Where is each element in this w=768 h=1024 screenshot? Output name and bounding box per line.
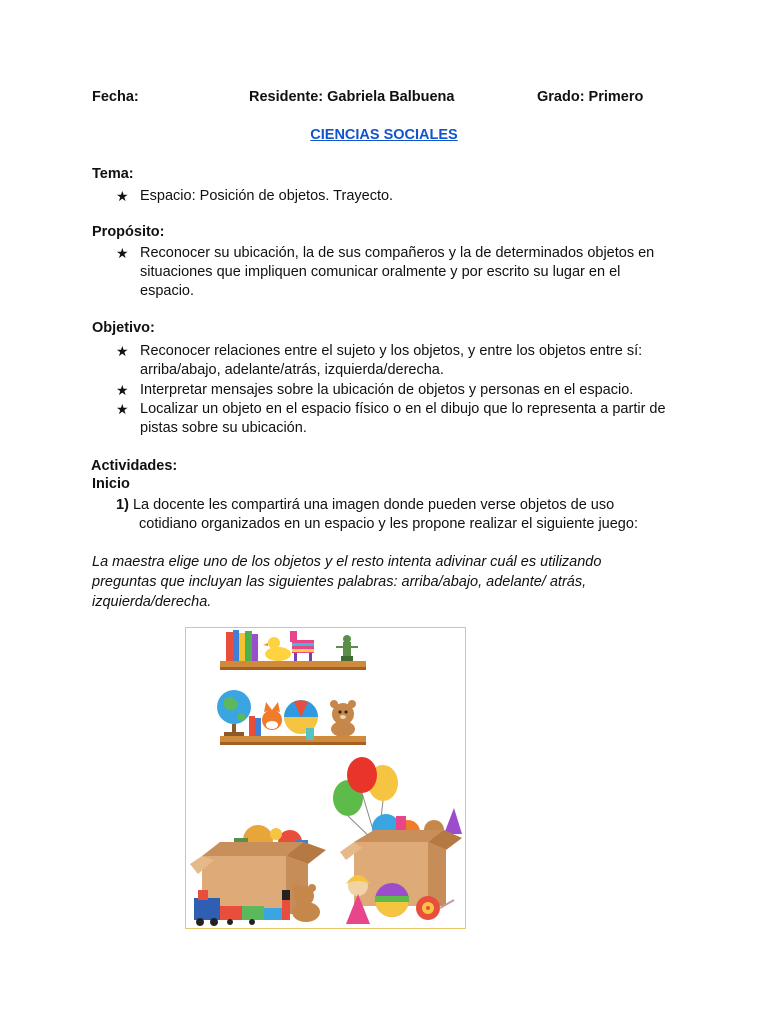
step-text-line1: La docente les compartirá una imagen donde pueden verse objetos de uso [132, 497, 615, 513]
star-icon: ★ [116, 188, 129, 204]
star-icon: ★ [116, 382, 129, 398]
objetivo-item-3: ★ Localizar un objeto en el espacio físico o en el dibujo que lo representa a partir de pistas sobre su ubicación. [116, 401, 666, 436]
tema-heading: Tema: [92, 166, 134, 182]
toys-illustration [185, 627, 466, 929]
star-icon: ★ [116, 343, 129, 359]
middle-shelf [217, 690, 366, 745]
tema-item: ★ Espacio: Posición de objetos. Trayecto. [116, 188, 394, 204]
objetivo-item-1: ★ Reconocer relaciones entre el sujeto y los objetos, y entre los objetos entre sí: arriba/abajo, adelante/atrás, izquierda/derecha. [116, 343, 643, 378]
game-instructions: La maestra elige uno de los objetos y el resto intenta adivinar cuál es utilizando preguntas que incluyan las siguientes palabras: arriba/abajo, adelante/ atrás, izquierda/derecha. [92, 554, 602, 610]
actividad-step-1 [116, 496, 676, 534]
actividades-heading: Actividades: [91, 458, 178, 474]
star-icon: ★ [116, 401, 129, 417]
proposito-item: ★ Reconocer su ubicación, la de sus compañeros y la de determinados objetos en situaciones que impliquen comunicar oralmente y por escrito su lugar en el espacio. [116, 245, 655, 299]
objetivo-heading: Objetivo: [92, 320, 155, 336]
top-shelf [220, 630, 366, 670]
step-number: 1) [116, 497, 129, 513]
step-text-line2: cotidiano organizados en un espacio y les propone realizar el siguiente juego: [139, 516, 638, 532]
page-title[interactable]: CIENCIAS SOCIALES [310, 127, 458, 143]
residente-label: Residente: Gabriela Balbuena [249, 89, 455, 105]
toys-illustration-svg [186, 628, 466, 929]
fecha-label: Fecha: [92, 89, 139, 105]
objetivo-item-2: ★ Interpretar mensajes sobre la ubicación de objetos y personas en el espacio. [116, 382, 634, 398]
grado-label: Grado: Primero [537, 89, 644, 105]
proposito-heading: Propósito: [92, 224, 165, 240]
star-icon: ★ [116, 245, 129, 261]
inicio-heading: Inicio [92, 476, 130, 492]
